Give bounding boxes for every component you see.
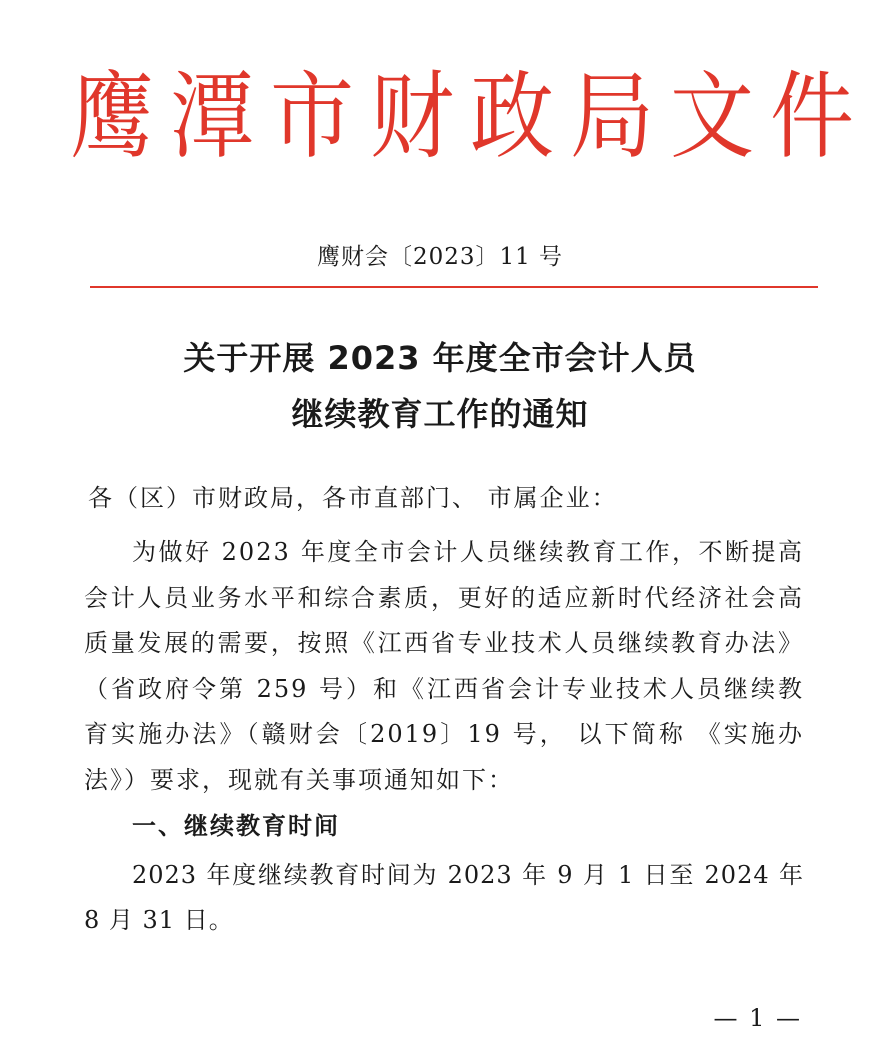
salutation: 各（区）市财政局，各市直部门、 市属企业： [88,484,618,512]
document-number: 鹰财会〔2023〕11 号 [316,244,564,270]
notice-title-line-2: 继续教育工作的通知 [291,395,589,433]
issuer-header-title: 鹰潭市财政局文件 [70,61,871,172]
section-paragraph: 2023 年度继续教育时间为 2023 年 9 月 1 日至 2024 年 8 月 31 日。 [84,861,804,934]
page-number: — 1 — [713,1004,802,1032]
section-heading: 一、继续教育时间 [132,812,340,840]
notice-title [0,330,880,442]
red-divider-line [90,286,818,288]
notice-title-line-1: 关于开展 2023 年度全市会计人员 [183,339,697,377]
body-paragraph: 为做好 2023 年度全市会计人员继续教育工作，不断提高会计人员业务水平和综合素质，更好的适应新时代经济社会高质量发展的需要，按照《江西省专业技术人员继续教育办法》（省政府令第 259 号）和《江西省会计专业技术人员继续教育实施办法》（赣财会〔2019〕19 号， 以下简称 《实施办法》）要求，现就有关事项通知如下： [84,538,804,794]
